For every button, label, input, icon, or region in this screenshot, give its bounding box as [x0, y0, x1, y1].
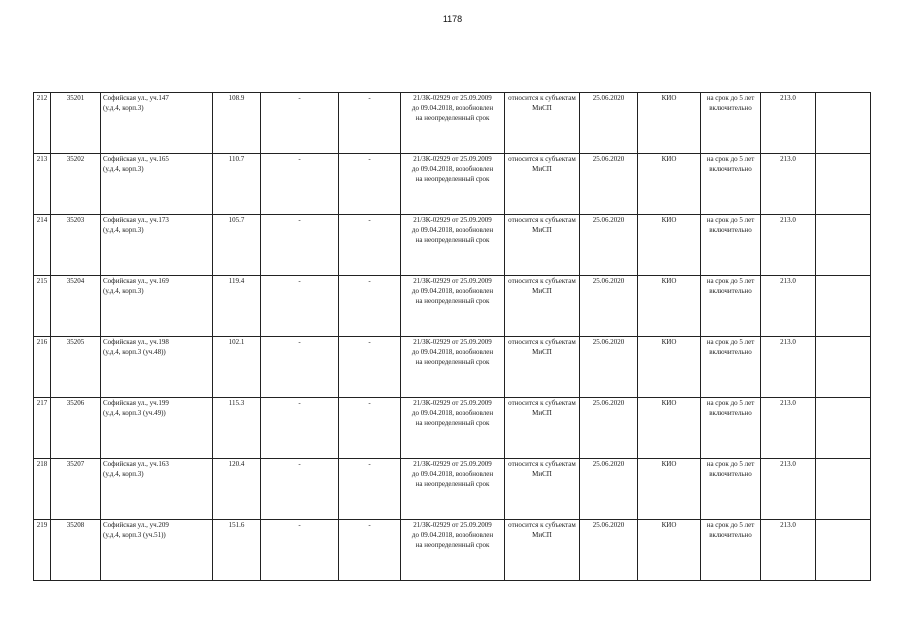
table-row — [34, 459, 871, 520]
org-cell — [638, 154, 701, 215]
contract-line: 21/ЗК-02929 от 25.09.2009 — [413, 155, 492, 163]
contract-line: до 09.04.2018, возобновлен — [411, 287, 494, 295]
cell-text: 25.06.2020 — [592, 216, 625, 224]
term-line: включительно — [709, 531, 752, 539]
dash-cell — [261, 459, 339, 520]
row-number — [34, 93, 51, 154]
status-line: МиСП — [532, 409, 552, 417]
address-line: Софийская ул., уч.209 — [103, 521, 169, 529]
contract-cell — [401, 154, 505, 215]
cell-text: 213.0 — [780, 338, 796, 346]
cell-text: 151.6 — [228, 521, 245, 529]
date-cell — [580, 459, 638, 520]
address-line: Софийская ул., уч.199 — [103, 399, 169, 407]
term-line: на срок до 5 лет — [706, 277, 755, 285]
dash-cell — [339, 93, 401, 154]
term-line: на срок до 5 лет — [706, 399, 755, 407]
contract-line: до 09.04.2018, возобновлен — [411, 165, 494, 173]
contract-line: 21/ЗК-02929 от 25.09.2009 — [413, 399, 492, 407]
contract-line: 21/ЗК-02929 от 25.09.2009 — [413, 460, 492, 468]
cell-text: - — [298, 277, 301, 285]
org-cell — [638, 337, 701, 398]
cell-text: КИО — [661, 521, 677, 529]
cell-text: - — [368, 216, 371, 224]
status-cell — [505, 154, 580, 215]
cell-text: - — [298, 338, 301, 346]
cell-text: 35205 — [66, 338, 85, 346]
status-cell — [505, 337, 580, 398]
cell-text: КИО — [661, 216, 677, 224]
cell-text: - — [368, 338, 371, 346]
address-detail: (у.д.4, корп.3) — [103, 287, 144, 295]
cell-text: - — [368, 399, 371, 407]
empty-cell — [816, 398, 871, 459]
term-cell — [701, 337, 761, 398]
empty-cell — [816, 93, 871, 154]
cell-text: 35202 — [66, 155, 85, 163]
cell-text: - — [368, 277, 371, 285]
org-cell — [638, 520, 701, 581]
area-cell — [213, 520, 261, 581]
status-line: МиСП — [532, 348, 552, 356]
status-line: относится к субъектам — [508, 460, 576, 468]
address-cell — [101, 276, 213, 337]
cell-text: 115.3 — [228, 399, 245, 407]
cell-text: 35203 — [66, 216, 85, 224]
row-number — [34, 459, 51, 520]
contract-line: до 09.04.2018, возобновлен — [411, 531, 494, 539]
cell-text: - — [298, 94, 301, 102]
contract-line: на неопределенный срок — [415, 114, 490, 122]
contract-line: на неопределенный срок — [415, 541, 490, 549]
address-detail: (у.д.4, корп.3) — [103, 165, 144, 173]
table-row — [34, 154, 871, 215]
term-cell — [701, 398, 761, 459]
dash-cell — [339, 520, 401, 581]
term-cell — [701, 154, 761, 215]
table-row — [34, 93, 871, 154]
status-line: МиСП — [532, 104, 552, 112]
contract-cell — [401, 215, 505, 276]
address-line: Софийская ул., уч.163 — [103, 460, 169, 468]
org-cell — [638, 93, 701, 154]
status-cell — [505, 215, 580, 276]
address-line: Софийская ул., уч.173 — [103, 216, 169, 224]
dash-cell — [261, 398, 339, 459]
contract-cell — [401, 520, 505, 581]
area-cell — [213, 276, 261, 337]
cell-text: КИО — [661, 399, 677, 407]
contract-line: на неопределенный срок — [415, 358, 490, 366]
cell-text: - — [298, 155, 301, 163]
cell-text: 213 — [36, 155, 48, 163]
status-cell — [505, 276, 580, 337]
date-cell — [580, 276, 638, 337]
address-line: Софийская ул., уч.198 — [103, 338, 169, 346]
address-line: Софийская ул., уч.165 — [103, 155, 169, 163]
cell-text: 213.0 — [780, 155, 796, 163]
term-line: на срок до 5 лет — [706, 338, 755, 346]
status-line: относится к субъектам — [508, 277, 576, 285]
area-cell — [213, 154, 261, 215]
term-line: включительно — [709, 287, 752, 295]
contract-line: до 09.04.2018, возобновлен — [411, 470, 494, 478]
dash-cell — [261, 337, 339, 398]
cell-text: 35204 — [66, 277, 85, 285]
cell-text: 35201 — [66, 94, 85, 102]
value-cell — [761, 520, 816, 581]
address-cell — [101, 154, 213, 215]
contract-line: до 09.04.2018, возобновлен — [411, 348, 494, 356]
cell-text: 35207 — [66, 460, 85, 468]
term-line: на срок до 5 лет — [706, 460, 755, 468]
address-cell — [101, 337, 213, 398]
status-cell — [505, 520, 580, 581]
value-cell — [761, 337, 816, 398]
contract-line: 21/ЗК-02929 от 25.09.2009 — [413, 277, 492, 285]
value-cell — [761, 459, 816, 520]
address-detail: (у.д.4, корп.3) — [103, 104, 144, 112]
cell-text: 215 — [36, 277, 48, 285]
cell-text: 119.4 — [228, 277, 245, 285]
contract-line: на неопределенный срок — [415, 297, 490, 305]
cell-text: 35208 — [66, 521, 85, 529]
status-cell — [505, 398, 580, 459]
row-number — [34, 337, 51, 398]
dash-cell — [339, 459, 401, 520]
contract-line: на неопределенный срок — [415, 419, 490, 427]
date-cell — [580, 520, 638, 581]
object-code — [51, 93, 101, 154]
org-cell — [638, 276, 701, 337]
cell-text: 25.06.2020 — [592, 338, 625, 346]
cell-text: 213.0 — [780, 94, 796, 102]
contract-line: до 09.04.2018, возобновлен — [411, 104, 494, 112]
empty-cell — [816, 459, 871, 520]
address-detail: (у.д.4, корп.3 (уч.49)) — [103, 409, 166, 417]
term-line: включительно — [709, 409, 752, 417]
cell-text: 35206 — [66, 399, 85, 407]
dash-cell — [261, 520, 339, 581]
status-line: МиСП — [532, 470, 552, 478]
cell-text: КИО — [661, 94, 677, 102]
contract-line: 21/ЗК-02929 от 25.09.2009 — [413, 521, 492, 529]
term-line: на срок до 5 лет — [706, 216, 755, 224]
empty-cell — [816, 337, 871, 398]
cell-text: КИО — [661, 460, 677, 468]
date-cell — [580, 215, 638, 276]
row-number — [34, 520, 51, 581]
term-line: на срок до 5 лет — [706, 521, 755, 529]
dash-cell — [261, 93, 339, 154]
row-number — [34, 215, 51, 276]
dash-cell — [339, 276, 401, 337]
value-cell — [761, 398, 816, 459]
status-line: относится к субъектам — [508, 155, 576, 163]
term-line: включительно — [709, 348, 752, 356]
value-cell — [761, 276, 816, 337]
object-code — [51, 276, 101, 337]
value-cell — [761, 154, 816, 215]
contract-line: 21/ЗК-02929 от 25.09.2009 — [413, 338, 492, 346]
cell-text: 110.7 — [228, 155, 245, 163]
date-cell — [580, 93, 638, 154]
dash-cell — [339, 398, 401, 459]
contract-cell — [401, 398, 505, 459]
term-cell — [701, 520, 761, 581]
contract-line: на неопределенный срок — [415, 175, 490, 183]
table-row — [34, 215, 871, 276]
contract-line: до 09.04.2018, возобновлен — [411, 409, 494, 417]
term-line: включительно — [709, 226, 752, 234]
cell-text: 212 — [36, 94, 48, 102]
status-line: МиСП — [532, 165, 552, 173]
cell-text: 25.06.2020 — [592, 277, 625, 285]
empty-cell — [816, 276, 871, 337]
term-cell — [701, 276, 761, 337]
cell-text: 25.06.2020 — [592, 399, 625, 407]
contract-cell — [401, 276, 505, 337]
area-cell — [213, 93, 261, 154]
contract-line: до 09.04.2018, возобновлен — [411, 226, 494, 234]
org-cell — [638, 459, 701, 520]
org-cell — [638, 215, 701, 276]
term-line: включительно — [709, 470, 752, 478]
contract-cell — [401, 459, 505, 520]
dash-cell — [339, 337, 401, 398]
cell-text: - — [368, 155, 371, 163]
cell-text: 217 — [36, 399, 48, 407]
dash-cell — [339, 154, 401, 215]
value-cell — [761, 93, 816, 154]
dash-cell — [339, 215, 401, 276]
term-line: на срок до 5 лет — [706, 155, 755, 163]
dash-cell — [261, 215, 339, 276]
cell-text: 213.0 — [780, 277, 796, 285]
row-number — [34, 398, 51, 459]
row-number — [34, 276, 51, 337]
area-cell — [213, 459, 261, 520]
area-cell — [213, 337, 261, 398]
date-cell — [580, 337, 638, 398]
page-number: 1178 — [442, 14, 463, 24]
term-cell — [701, 459, 761, 520]
table-row — [34, 398, 871, 459]
cell-text: КИО — [661, 155, 677, 163]
status-cell — [505, 93, 580, 154]
org-cell — [638, 398, 701, 459]
cell-text: КИО — [661, 338, 677, 346]
contract-cell — [401, 93, 505, 154]
date-cell — [580, 398, 638, 459]
cell-text: 216 — [36, 338, 48, 346]
address-detail: (у.д.4, корп.3 (уч.51)) — [103, 531, 166, 539]
cell-text: - — [368, 521, 371, 529]
status-line: относится к субъектам — [508, 521, 576, 529]
empty-cell — [816, 520, 871, 581]
term-cell — [701, 215, 761, 276]
contract-line: на неопределенный срок — [415, 236, 490, 244]
cell-text: 25.06.2020 — [592, 94, 625, 102]
cell-text: 105.7 — [228, 216, 245, 224]
dash-cell — [261, 276, 339, 337]
table-row — [34, 276, 871, 337]
address-detail: (у.д.4, корп.3) — [103, 226, 144, 234]
object-code — [51, 398, 101, 459]
contract-line: 21/ЗК-02929 от 25.09.2009 — [413, 94, 492, 102]
cell-text: - — [298, 399, 301, 407]
table-row — [34, 520, 871, 581]
cell-text: 102.1 — [228, 338, 245, 346]
status-line: МиСП — [532, 531, 552, 539]
cell-text: 108.9 — [228, 94, 245, 102]
row-number — [34, 154, 51, 215]
address-cell — [101, 459, 213, 520]
address-cell — [101, 93, 213, 154]
address-detail: (у.д.4, корп.3 (уч.48)) — [103, 348, 166, 356]
cell-text: 25.06.2020 — [592, 521, 625, 529]
value-cell — [761, 215, 816, 276]
status-line: относится к субъектам — [508, 399, 576, 407]
dash-cell — [261, 154, 339, 215]
address-detail: (у.д.4, корп.3) — [103, 470, 144, 478]
object-code — [51, 154, 101, 215]
cell-text: КИО — [661, 277, 677, 285]
date-cell — [580, 154, 638, 215]
cell-text: 219 — [36, 521, 48, 529]
address-line: Софийская ул., уч.147 — [103, 94, 169, 102]
table-row — [34, 337, 871, 398]
term-line: включительно — [709, 104, 752, 112]
cell-text: 213.0 — [780, 521, 796, 529]
contract-line: на неопределенный срок — [415, 480, 490, 488]
cell-text: - — [298, 216, 301, 224]
area-cell — [213, 398, 261, 459]
cell-text: 25.06.2020 — [592, 155, 625, 163]
area-cell — [213, 215, 261, 276]
contract-cell — [401, 337, 505, 398]
cell-text: - — [298, 460, 301, 468]
object-code — [51, 459, 101, 520]
term-line: на срок до 5 лет — [706, 94, 755, 102]
cell-text: 218 — [36, 460, 48, 468]
term-cell — [701, 93, 761, 154]
cell-text: - — [368, 460, 371, 468]
address-line: Софийская ул., уч.169 — [103, 277, 169, 285]
address-cell — [101, 398, 213, 459]
status-cell — [505, 459, 580, 520]
address-cell — [101, 215, 213, 276]
cell-text: 214 — [36, 216, 48, 224]
empty-cell — [816, 154, 871, 215]
cell-text: 120.4 — [228, 460, 245, 468]
status-line: относится к субъектам — [508, 216, 576, 224]
term-line: включительно — [709, 165, 752, 173]
empty-cell — [816, 215, 871, 276]
object-code — [51, 337, 101, 398]
cell-text: - — [368, 94, 371, 102]
cell-text: 25.06.2020 — [592, 460, 625, 468]
contract-line: 21/ЗК-02929 от 25.09.2009 — [413, 216, 492, 224]
address-cell — [101, 520, 213, 581]
object-code — [51, 520, 101, 581]
cell-text: - — [298, 521, 301, 529]
status-line: МиСП — [532, 287, 552, 295]
status-line: относится к субъектам — [508, 94, 576, 102]
cell-text: 213.0 — [780, 399, 796, 407]
cell-text: 213.0 — [780, 460, 796, 468]
status-line: относится к субъектам — [508, 338, 576, 346]
object-code — [51, 215, 101, 276]
status-line: МиСП — [532, 226, 552, 234]
registry-table — [33, 92, 871, 581]
cell-text: 213.0 — [780, 216, 796, 224]
